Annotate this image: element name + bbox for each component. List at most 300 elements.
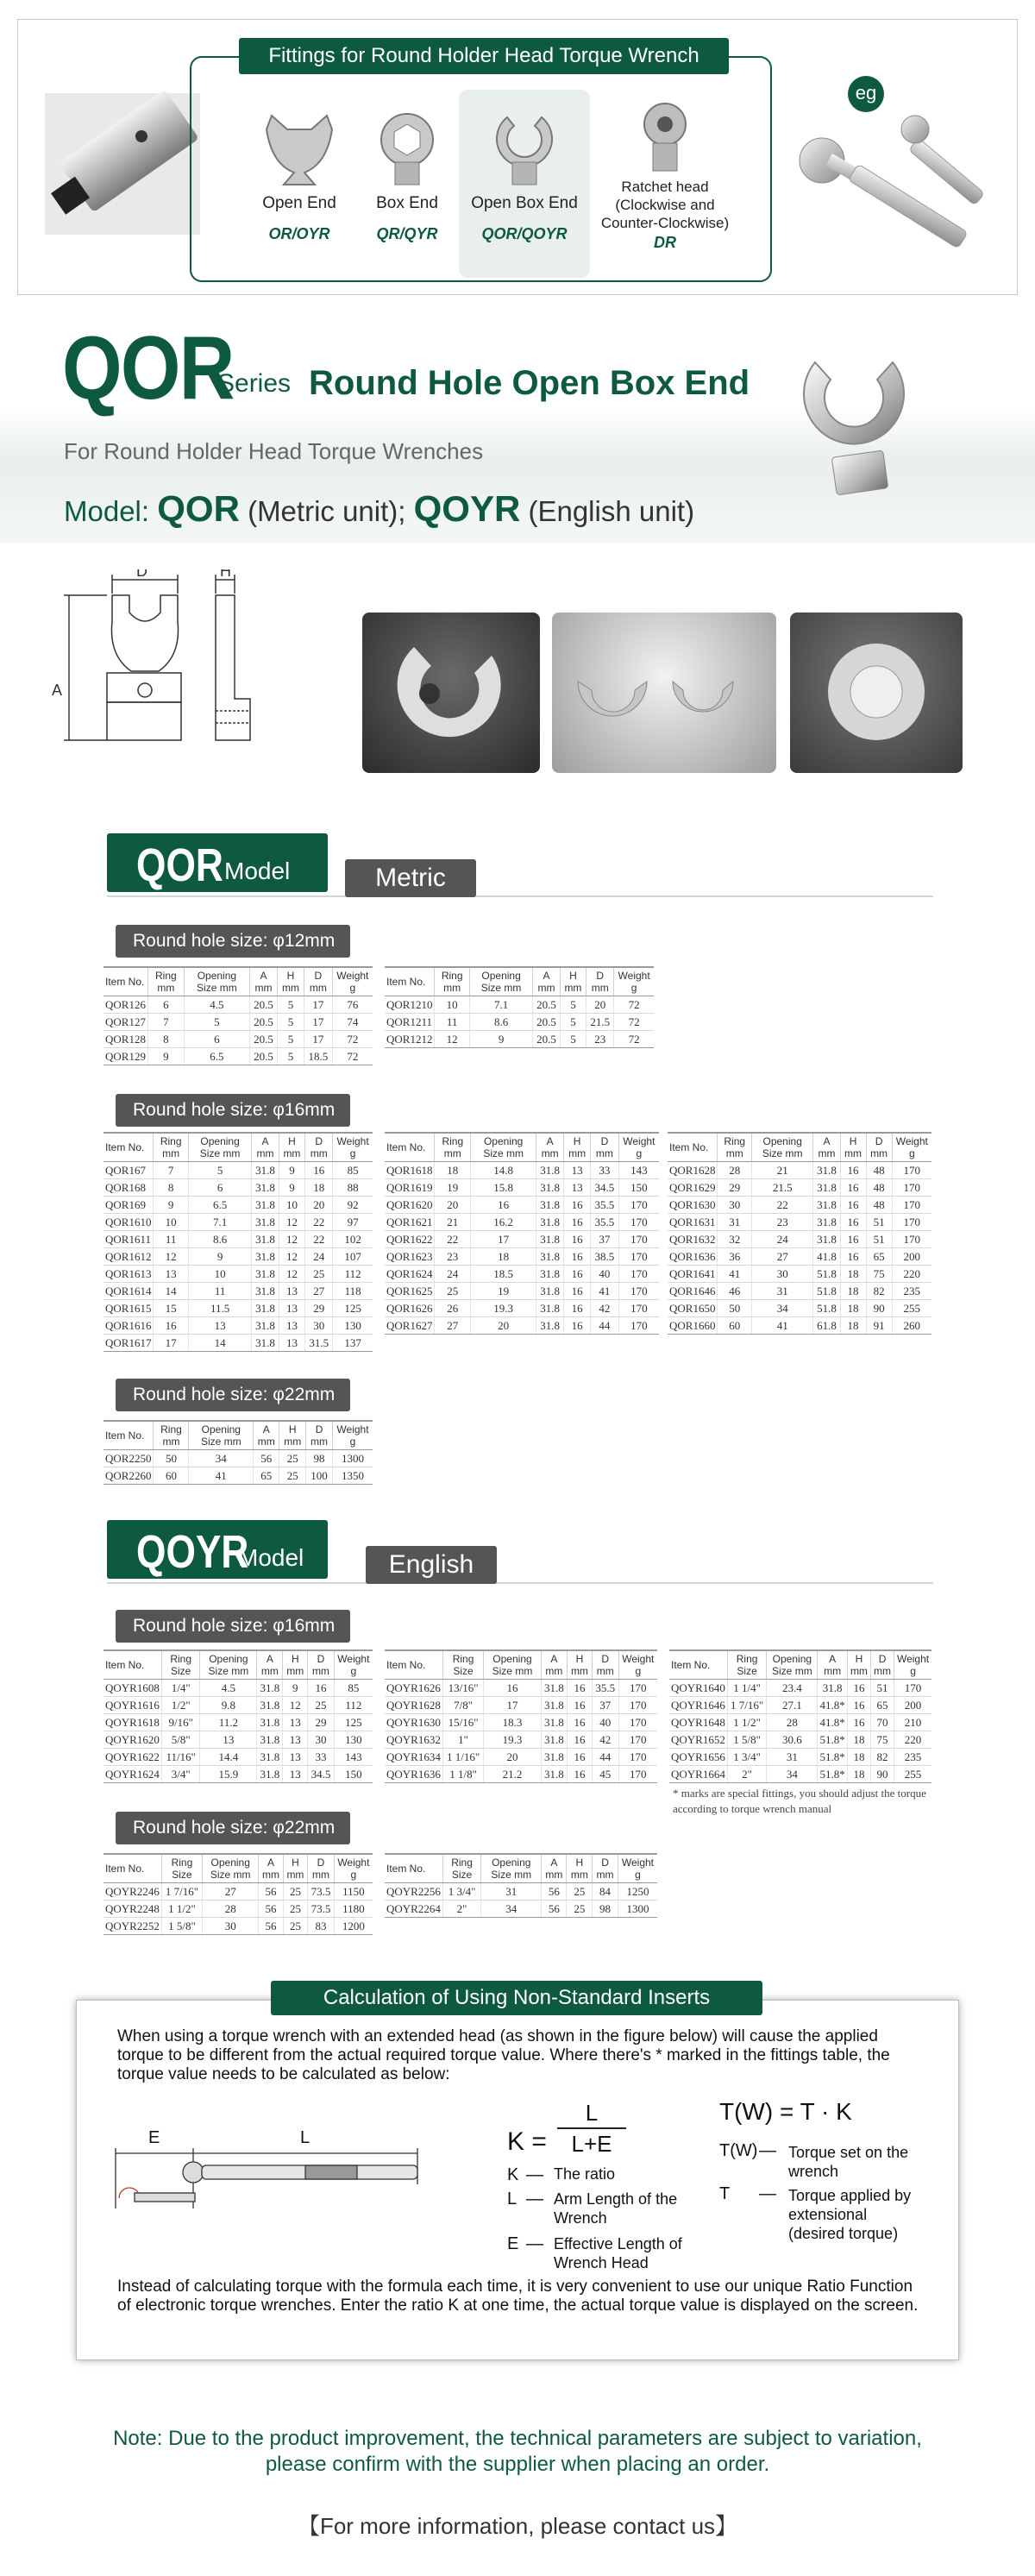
- fitting-open-end: Open End OR/OYR: [230, 104, 368, 243]
- table-cell: 56: [542, 1883, 567, 1901]
- table-cell: 25: [283, 1901, 308, 1918]
- table-cell: 98: [306, 1450, 333, 1467]
- table-cell: 10: [279, 1197, 305, 1214]
- table-cell: 170: [618, 1231, 659, 1248]
- table-row: [668, 1162, 932, 1179]
- table-cell: 98: [593, 1901, 618, 1918]
- column-header: Opening Size mm: [481, 1854, 542, 1883]
- table-cell: 16: [568, 1680, 593, 1697]
- table-cell: 5: [560, 996, 586, 1014]
- table-cell: QOR127: [104, 1014, 147, 1031]
- table-cell: 11.5: [188, 1300, 251, 1317]
- table-cell: 30: [308, 1731, 335, 1749]
- table-cell: 25: [305, 1266, 333, 1283]
- table-cell: 16.2: [471, 1214, 536, 1231]
- column-header: D mm: [866, 1133, 892, 1162]
- column-header: Weight g: [333, 1133, 373, 1162]
- table-cell: 72: [614, 1031, 654, 1048]
- table-row: [669, 1697, 932, 1714]
- k-numerator: L: [557, 2098, 626, 2129]
- table-cell: 34: [481, 1901, 542, 1918]
- k-denominator: L+E: [571, 2131, 612, 2157]
- table-cell: 35.5: [591, 1214, 619, 1231]
- table-cell: QOR1211: [385, 1014, 435, 1031]
- example-wrench-photo: [789, 104, 1009, 263]
- table-cell: 60: [718, 1317, 752, 1335]
- table-cell: 12: [279, 1248, 305, 1266]
- table-cell: 14.8: [471, 1162, 536, 1179]
- table-row: [385, 1266, 659, 1283]
- column-header: H mm: [283, 1854, 308, 1883]
- l-sym: L: [507, 2190, 518, 2208]
- table-row: [385, 1749, 657, 1766]
- table-cell: 16: [564, 1248, 591, 1266]
- table-cell: 18: [847, 1731, 870, 1749]
- table-row: [104, 1467, 373, 1485]
- table-cell: 31.8: [252, 1300, 279, 1317]
- table-row: [104, 1179, 373, 1197]
- table-cell: 9/16": [161, 1714, 200, 1731]
- table-row: [669, 1680, 932, 1697]
- column-header: H mm: [279, 1421, 306, 1450]
- table-cell: 44: [592, 1749, 618, 1766]
- column-header: A mm: [259, 1854, 283, 1883]
- column-header: Opening Size mm: [189, 1421, 254, 1450]
- table-cell: 45: [592, 1766, 618, 1783]
- table-cell: 10: [154, 1214, 188, 1231]
- table-row: [104, 1680, 373, 1697]
- table-cell: QOR1631: [668, 1214, 718, 1231]
- product-photo-1: [362, 613, 540, 773]
- table-cell: 22: [305, 1214, 333, 1231]
- table-row: [385, 1248, 659, 1266]
- calculation-intro: When using a torque wrench with an extended head (as shown in the figure below) will cause the applied torque to be different from the actual required torque value. Where there's * marked in the fittings table, the torque value needs to be calculated as below:: [117, 2027, 890, 2083]
- table-cell: 11.2: [200, 1714, 257, 1731]
- table-cell: 50: [154, 1450, 189, 1467]
- table-cell: 25: [435, 1283, 471, 1300]
- table-cell: QOR1212: [385, 1031, 435, 1048]
- table-cell: 5: [184, 1014, 249, 1031]
- table-cell: 23.4: [767, 1680, 818, 1697]
- table-cell: 25: [308, 1697, 335, 1714]
- table-cell: 16: [564, 1317, 591, 1335]
- table-cell: 65: [870, 1697, 894, 1714]
- table-cell: 27: [305, 1283, 333, 1300]
- table-cell: QOR1610: [104, 1214, 154, 1231]
- english-divider: [107, 1582, 933, 1584]
- dim-h-label: H: [220, 569, 231, 580]
- column-header: Ring mm: [154, 1133, 188, 1162]
- table-cell: 15.9: [200, 1766, 257, 1783]
- table-cell: 9: [283, 1680, 308, 1697]
- table-row: [104, 1214, 373, 1231]
- table-cell: 11: [435, 1014, 469, 1031]
- table-cell: 16: [564, 1283, 591, 1300]
- fitting-open-box-end: Open Box End QOR/QOYR: [455, 104, 593, 243]
- table-cell: QOYR1634: [385, 1749, 442, 1766]
- model-english: QOYR: [413, 488, 521, 529]
- table-cell: 31: [481, 1883, 542, 1901]
- table-cell: 75: [866, 1266, 892, 1283]
- table-cell: 16: [840, 1248, 866, 1266]
- table-cell: 18: [840, 1317, 866, 1335]
- column-header: Ring mm: [435, 1133, 471, 1162]
- table-cell: QOR1611: [104, 1231, 154, 1248]
- column-header: Item No.: [385, 1650, 442, 1680]
- column-header: Item No.: [385, 1854, 442, 1883]
- table-cell: 76: [332, 996, 373, 1014]
- table-cell: 20: [586, 996, 614, 1014]
- table-cell: 40: [592, 1714, 618, 1731]
- table-cell: 5: [560, 1031, 586, 1048]
- table-cell: 11: [154, 1231, 188, 1248]
- table-cell: 28: [202, 1901, 258, 1918]
- table-cell: 4.5: [200, 1680, 257, 1697]
- table-cell: 170: [618, 1266, 659, 1283]
- table-row: [668, 1266, 932, 1283]
- table-cell: QOR2250: [104, 1450, 154, 1467]
- column-header: Ring Size: [442, 1650, 483, 1680]
- column-header: Item No.: [104, 967, 147, 996]
- table-cell: 17: [154, 1335, 188, 1352]
- table-cell: 51: [870, 1680, 894, 1697]
- table-cell: QOR1619: [385, 1179, 435, 1197]
- table-cell: 170: [618, 1731, 657, 1749]
- table-cell: 17: [304, 996, 333, 1014]
- table-cell: 75: [870, 1731, 894, 1749]
- table-cell: QOR1641: [668, 1266, 718, 1283]
- table-row: [668, 1317, 932, 1335]
- column-header: Ring mm: [718, 1133, 752, 1162]
- table-cell: QOR1623: [385, 1248, 435, 1266]
- column-header: A mm: [533, 967, 560, 996]
- table-cell: 6.5: [188, 1197, 251, 1214]
- table-cell: 31.5: [305, 1335, 333, 1352]
- table-cell: 25: [567, 1901, 593, 1918]
- table-cell: 65: [254, 1467, 279, 1485]
- column-header: Weight g: [894, 1650, 932, 1680]
- ratchet-head-icon: [596, 91, 734, 178]
- table-cell: 5: [277, 1031, 304, 1048]
- table-cell: 24: [435, 1266, 471, 1283]
- table-row: [385, 1731, 657, 1749]
- table-cell: 30: [718, 1197, 752, 1214]
- table-cell: 220: [894, 1731, 932, 1749]
- table-cell: QOYR1648: [669, 1714, 727, 1731]
- table-cell: 1300: [332, 1450, 373, 1467]
- table-row: [669, 1749, 932, 1766]
- table-cell: QOYR1656: [669, 1749, 727, 1766]
- table-cell: 6: [184, 1031, 249, 1048]
- table-row: [669, 1731, 932, 1749]
- table-cell: 12: [279, 1214, 305, 1231]
- column-header: H mm: [279, 1133, 305, 1162]
- table-cell: 1/4": [161, 1680, 200, 1697]
- table-cell: 1 3/4": [727, 1749, 766, 1766]
- table-cell: 20: [435, 1197, 471, 1214]
- table-cell: 170: [618, 1197, 659, 1214]
- column-header: A mm: [818, 1650, 847, 1680]
- column-header: Ring mm: [435, 967, 469, 996]
- table-cell: 1 7/16": [727, 1697, 766, 1714]
- table-cell: 28: [767, 1714, 818, 1731]
- table-cell: 48: [866, 1179, 892, 1197]
- table-cell: 74: [332, 1014, 373, 1031]
- table-cell: 82: [870, 1749, 894, 1766]
- table-cell: 32: [718, 1231, 752, 1248]
- table-cell: 85: [333, 1162, 373, 1179]
- table-cell: QOR1618: [385, 1162, 435, 1179]
- table-row: [104, 1266, 373, 1283]
- table-cell: 31.8: [536, 1300, 564, 1317]
- table-row: [385, 1901, 657, 1918]
- table-cell: 31.8: [252, 1197, 279, 1214]
- table-cell: 13: [564, 1179, 591, 1197]
- table-cell: 21: [435, 1214, 471, 1231]
- table-row: [668, 1197, 932, 1214]
- contact-link[interactable]: 【For more information, please contact us】: [297, 2513, 738, 2539]
- table-qor-16b: [385, 1132, 659, 1335]
- table-cell: 16: [308, 1680, 335, 1697]
- table-row: [668, 1231, 932, 1248]
- table-cell: 18: [435, 1162, 471, 1179]
- table-cell: 25: [279, 1450, 306, 1467]
- table-cell: 8.6: [469, 1014, 532, 1031]
- table-cell: 31.8: [252, 1317, 279, 1335]
- table-cell: 200: [892, 1248, 932, 1266]
- table-cell: 30: [202, 1918, 258, 1935]
- column-header: Item No.: [104, 1421, 154, 1450]
- table-cell: 19: [435, 1179, 471, 1197]
- table-cell: 170: [892, 1162, 932, 1179]
- table-cell: 112: [334, 1697, 373, 1714]
- table-cell: 51: [866, 1231, 892, 1248]
- table-cell: 20.5: [250, 1014, 278, 1031]
- table-cell: 8.6: [188, 1231, 251, 1248]
- table-cell: 137: [333, 1335, 373, 1352]
- table-cell: 13: [154, 1266, 188, 1283]
- table-cell: 1150: [334, 1883, 373, 1901]
- table-cell: 41.8*: [818, 1697, 847, 1714]
- table-cell: 31.8: [257, 1766, 283, 1783]
- column-header: Ring Size: [161, 1854, 202, 1883]
- column-header: D mm: [305, 1133, 333, 1162]
- table-cell: 56: [259, 1901, 283, 1918]
- table-row: [104, 1300, 373, 1317]
- table-cell: QOYR1626: [385, 1680, 442, 1697]
- fitting-ratchet-head: Ratchet head (Clockwise and Counter-Clockwise) DR: [596, 91, 734, 252]
- t-desc: Torque applied by extensional (desired torque): [788, 2187, 912, 2242]
- column-header: Weight g: [332, 967, 373, 996]
- table-cell: 16: [847, 1697, 870, 1714]
- table-cell: QOYR2252: [104, 1918, 161, 1935]
- table-cell: 255: [894, 1766, 932, 1783]
- column-header: D mm: [586, 967, 614, 996]
- table-cell: 82: [866, 1283, 892, 1300]
- table-cell: 41: [189, 1467, 254, 1485]
- table-cell: 31.8: [536, 1317, 564, 1335]
- table-cell: 11/16": [161, 1749, 200, 1766]
- table-cell: QOR1625: [385, 1283, 435, 1300]
- calculation-ratio-text: Instead of calculating torque with the formula each time, it is very convenient to use our unique Ratio Function of electronic torque wrenches. Enter the ratio K at one time, the actual torque value is displayed on the screen.: [117, 2278, 919, 2315]
- table-cell: 5: [277, 1048, 304, 1065]
- table-cell: 26: [435, 1300, 471, 1317]
- table-cell: 170: [894, 1680, 932, 1697]
- e-desc: Effective Length of Wrench Head: [554, 2235, 682, 2271]
- table-cell: 7.1: [469, 996, 532, 1014]
- table-cell: 14: [154, 1283, 188, 1300]
- table-cell: 73.5: [308, 1901, 335, 1918]
- table-cell: 170: [618, 1766, 657, 1783]
- column-header: H mm: [564, 1133, 591, 1162]
- table-cell: 72: [614, 996, 654, 1014]
- column-header: Opening Size mm: [184, 967, 249, 996]
- table-cell: 56: [542, 1901, 567, 1918]
- table-qoyr-22a: [104, 1853, 373, 1935]
- table-cell: 19: [471, 1283, 536, 1300]
- table-row: [104, 1231, 373, 1248]
- special-fittings-note: * marks are special fittings, you should adjust the torque according to torque wrench manual: [673, 1787, 926, 1815]
- table-cell: QOR1650: [668, 1300, 718, 1317]
- column-header: H mm: [283, 1650, 308, 1680]
- table-cell: QOR129: [104, 1048, 147, 1065]
- column-header: Opening Size mm: [469, 967, 532, 996]
- table-cell: 16: [564, 1231, 591, 1248]
- table-cell: 27: [202, 1883, 258, 1901]
- table-cell: 16: [840, 1197, 866, 1214]
- table-cell: 9: [279, 1179, 305, 1197]
- column-header: Ring mm: [147, 967, 184, 996]
- table-cell: QOYR1620: [104, 1731, 161, 1749]
- table-cell: 13: [564, 1162, 591, 1179]
- column-header: D mm: [304, 967, 333, 996]
- column-header: Item No.: [104, 1650, 161, 1680]
- table-cell: 33: [591, 1162, 619, 1179]
- table-cell: 7: [154, 1162, 188, 1179]
- table-cell: QOR1646: [668, 1283, 718, 1300]
- table-cell: 15.8: [471, 1179, 536, 1197]
- table-row: [668, 1248, 932, 1266]
- table-cell: 12: [435, 1031, 469, 1048]
- column-header: Opening Size mm: [471, 1133, 536, 1162]
- table-row: [668, 1214, 932, 1231]
- table-cell: 31.8: [541, 1697, 567, 1714]
- table-cell: 31.8: [813, 1197, 840, 1214]
- table-cell: 97: [333, 1214, 373, 1231]
- table-cell: QOR1614: [104, 1283, 154, 1300]
- table-cell: 16: [840, 1214, 866, 1231]
- table-cell: 15: [154, 1300, 188, 1317]
- table-cell: 27: [435, 1317, 471, 1335]
- table-cell: QOR1615: [104, 1300, 154, 1317]
- fittings-title: Fittings for Round Holder Head Torque Wrench: [239, 38, 729, 74]
- table-cell: QOR1629: [668, 1179, 718, 1197]
- table-cell: 31.8: [536, 1179, 564, 1197]
- table-row: [668, 1300, 932, 1317]
- table-cell: 1180: [334, 1901, 373, 1918]
- table-cell: 12: [154, 1248, 188, 1266]
- table-cell: 31.8: [536, 1162, 564, 1179]
- table-cell: 13: [279, 1335, 305, 1352]
- table-cell: 41: [751, 1317, 812, 1335]
- table-cell: QOR2260: [104, 1467, 154, 1485]
- table-row: [104, 1450, 373, 1467]
- table-cell: QOR1617: [104, 1335, 154, 1352]
- table-cell: 31.8: [536, 1231, 564, 1248]
- table-cell: QOR167: [104, 1162, 154, 1179]
- table-cell: 16: [840, 1162, 866, 1179]
- table-row: [385, 1300, 659, 1317]
- table-cell: 7.1: [188, 1214, 251, 1231]
- table-cell: 13: [283, 1749, 308, 1766]
- table-cell: 31.8: [536, 1283, 564, 1300]
- table-cell: QOYR1618: [104, 1714, 161, 1731]
- table-cell: 16: [564, 1300, 591, 1317]
- table-cell: 21.5: [751, 1179, 812, 1197]
- table-cell: 51.8*: [818, 1749, 847, 1766]
- column-header: Weight g: [614, 967, 654, 996]
- table-cell: 21: [751, 1162, 812, 1179]
- table-cell: 31.8: [257, 1714, 283, 1731]
- column-header: Weight g: [618, 1650, 657, 1680]
- table-cell: 18: [840, 1266, 866, 1283]
- table-cell: 19.3: [484, 1731, 541, 1749]
- fitting-box-end: Box End QR/QYR: [338, 104, 476, 243]
- table-row: [385, 1697, 657, 1714]
- table-cell: 24: [751, 1231, 812, 1248]
- table-cell: 9.8: [200, 1697, 257, 1714]
- table-cell: 29: [305, 1300, 333, 1317]
- table-cell: 31.8: [813, 1162, 840, 1179]
- column-header: H mm: [560, 967, 586, 996]
- table-cell: QOR168: [104, 1179, 154, 1197]
- table-cell: QOYR1616: [104, 1697, 161, 1714]
- table-cell: 16: [154, 1317, 188, 1335]
- table-row: [104, 1901, 373, 1918]
- table-cell: 170: [618, 1680, 657, 1697]
- t-sym: T: [719, 2184, 731, 2203]
- table-cell: 51.8*: [818, 1731, 847, 1749]
- table-cell: 13: [279, 1283, 305, 1300]
- table-qor-12a: [104, 966, 373, 1065]
- table-cell: 150: [618, 1179, 659, 1197]
- table-cell: 70: [870, 1714, 894, 1731]
- l-desc: Arm Length of the Wrench: [554, 2190, 678, 2227]
- table-cell: 36: [718, 1248, 752, 1266]
- table-cell: 21.5: [586, 1014, 614, 1031]
- table-cell: 6.5: [184, 1048, 249, 1065]
- column-header: H mm: [847, 1650, 870, 1680]
- table-cell: 34.5: [591, 1179, 619, 1197]
- table-cell: 28: [718, 1162, 752, 1179]
- product-photo-2: [552, 613, 776, 773]
- table-cell: 18: [847, 1766, 870, 1783]
- table-cell: 14.4: [200, 1749, 257, 1766]
- table-cell: 21.2: [484, 1766, 541, 1783]
- table-cell: 90: [866, 1300, 892, 1317]
- table-cell: 143: [334, 1749, 373, 1766]
- table-cell: 83: [308, 1918, 335, 1935]
- table-cell: 2": [442, 1901, 480, 1918]
- table-cell: 102: [333, 1231, 373, 1248]
- table-cell: 16: [840, 1179, 866, 1197]
- table-qoyr-22b: [385, 1853, 657, 1918]
- table-row: [385, 1283, 659, 1300]
- table-cell: 20.5: [533, 1014, 560, 1031]
- table-cell: QOR169: [104, 1197, 154, 1214]
- table-cell: 12: [279, 1266, 305, 1283]
- page-title: Round Hole Open Box End: [309, 364, 750, 402]
